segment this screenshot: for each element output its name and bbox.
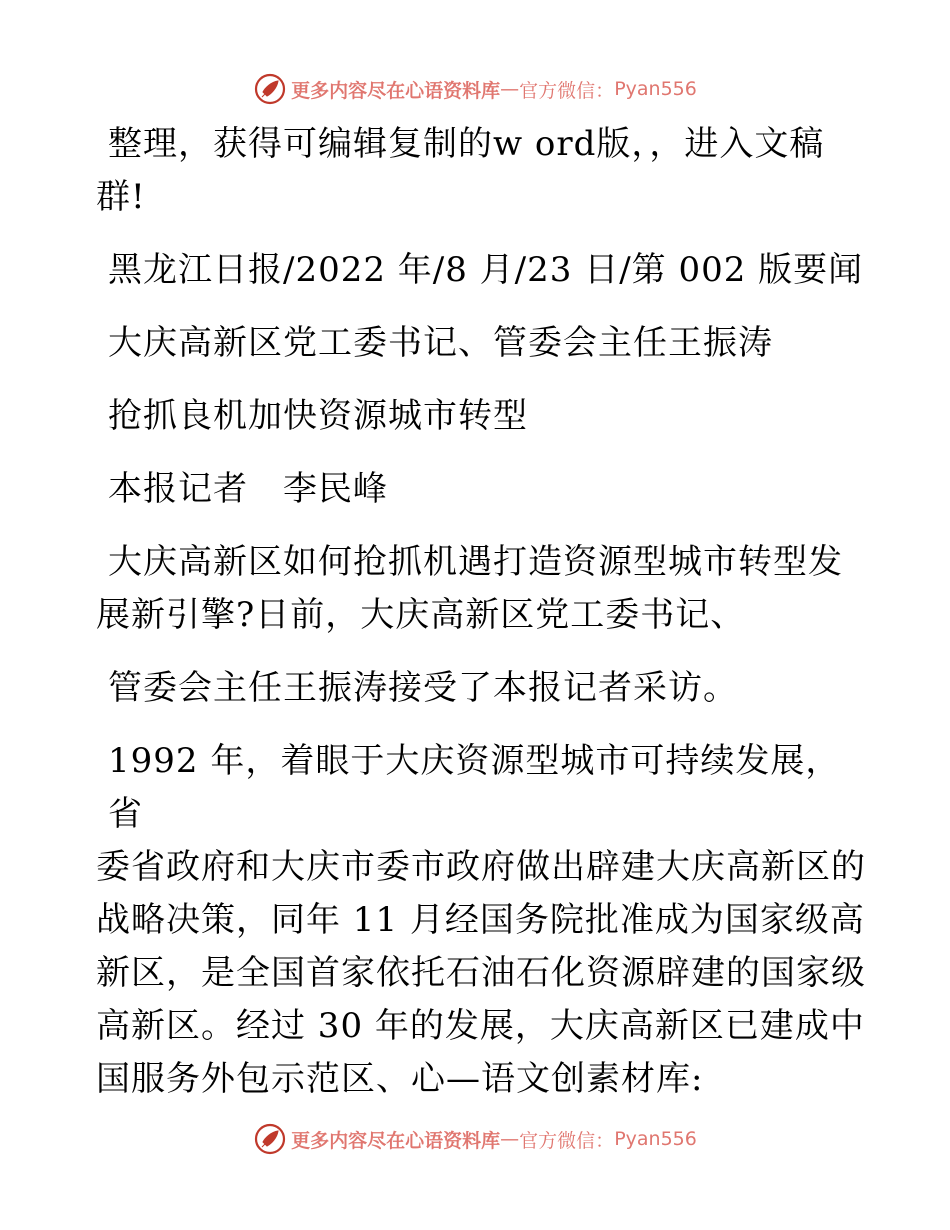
para3-line-1: 1992 年，着眼于大庆资源型城市可持续发展，省 [108,741,841,834]
feather-pen-logo-icon [253,72,287,106]
source-line: 黑龙江日报/2022 年/8 月/23 日/第 002 版要闻 [108,250,864,290]
watermark-brand: 更多内容尽在心语资料库 [291,1129,501,1152]
document-body [96,118,866,1106]
watermark-brand: 更多内容尽在心语资料库 [291,79,501,102]
watermark-separator: — [500,78,520,100]
subtitle: 大庆高新区党工委书记、管委会主任王振涛 [108,323,773,363]
watermark-separator: — [500,1128,520,1150]
para3-line-5: 高新区。经过 30 年的发展，大庆高新区已建成中 [96,1006,865,1046]
para2: 管委会主任王振涛接受了本报记者采访。 [108,668,738,708]
intro-line-1: 整理，获得可编辑复制的w ord版，，进入文稿 [108,124,825,164]
watermark-official: 官方微信： [519,79,615,102]
watermark-wechat-id: Pyan556 [614,1128,697,1150]
feather-pen-logo-icon [253,1122,287,1156]
para1-line-2: 展新引擎?日前，大庆高新区党工委书记、 [96,595,746,635]
headline: 抢抓良机加快资源城市转型 [108,396,528,436]
para3-line-4: 新区，是全国首家依托石油石化资源辟建的国家级 [96,953,866,993]
byline: 本报记者 李民峰 [108,469,388,509]
watermark-banner-top [0,72,950,106]
para3-line-3: 战略决策，同年 11 月经国务院批准成为国家级高 [96,900,865,940]
para1-line-1: 大庆高新区如何抢抓机遇打造资源型城市转型发 [108,542,843,582]
watermark-wechat-id: Pyan556 [614,78,697,100]
para3-line-2: 委省政府和大庆市委市政府做出辟建大庆高新区的 [96,847,866,887]
watermark-official: 官方微信： [519,1129,615,1152]
intro-line-2: 群! [96,177,146,217]
watermark-banner-bottom [0,1122,950,1156]
para3-line-6: 国服务外包示范区、心—语文创素材库: [96,1059,704,1099]
